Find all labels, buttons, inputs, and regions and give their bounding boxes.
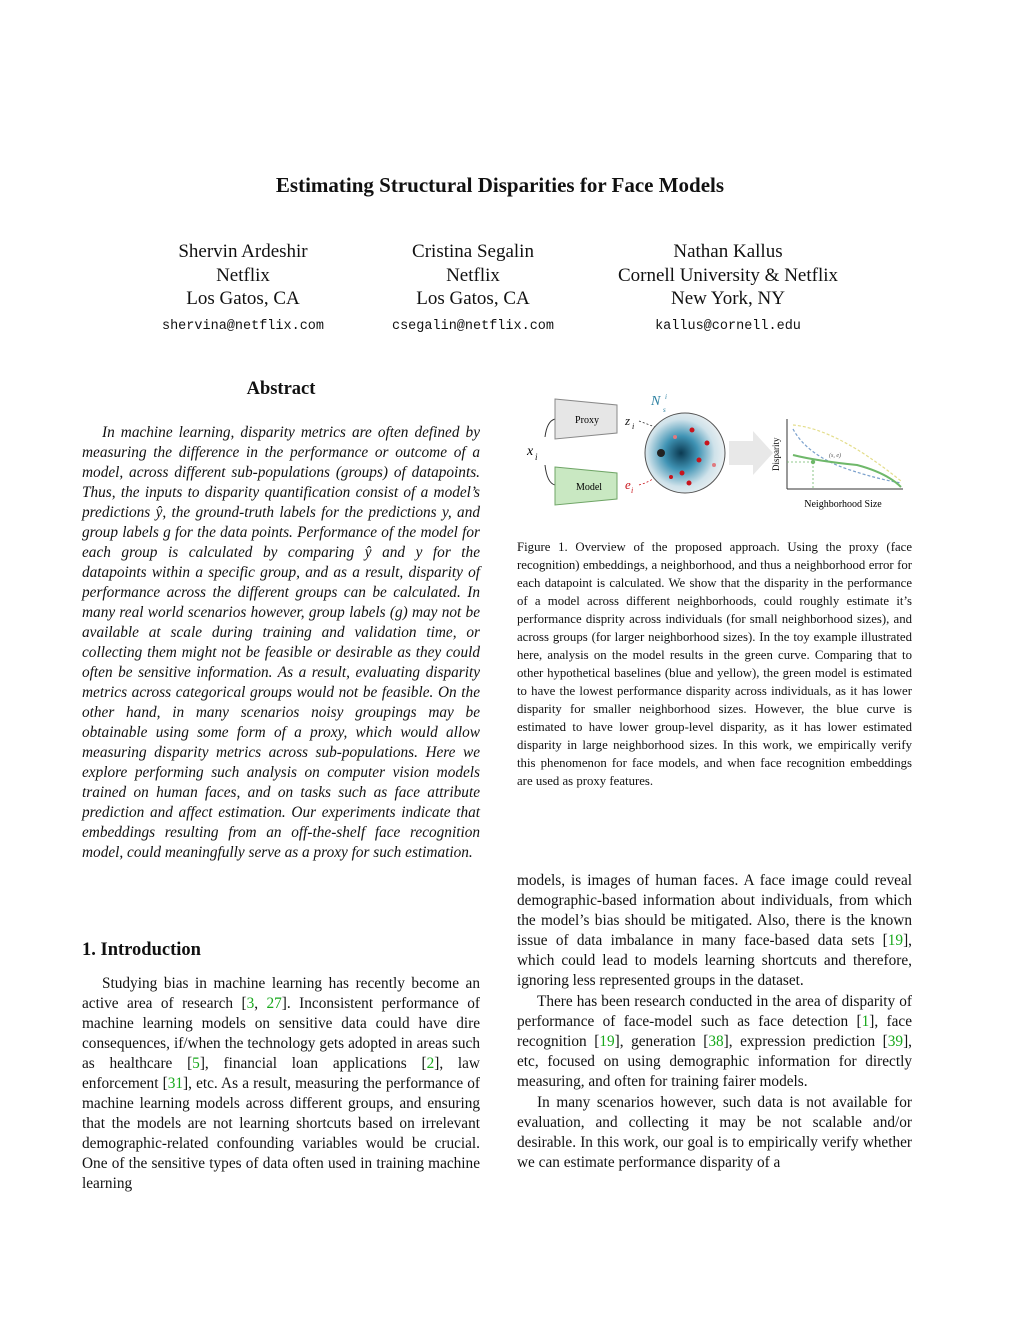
x-axis-label: Neighborhood Size [804,499,882,510]
data-point [687,481,692,486]
embed-link [639,421,655,427]
neighborhood-sup: i [665,393,667,401]
citation-link[interactable]: 3 [246,995,255,1012]
citation-link[interactable]: 27 [266,995,282,1012]
citation-link[interactable]: 38 [708,1033,724,1050]
data-point [669,475,673,479]
citation-link[interactable]: 19 [887,932,904,949]
embedding-sub: i [632,422,635,431]
green-curve [793,455,901,487]
paper-title: Estimating Structural Disparities for Face Models [275,173,725,197]
author-location: New York, NY [670,288,785,309]
citation-link[interactable]: 1 [861,1013,870,1030]
text-run: ], which could lead to models learning shortcuts and therefore, ignoring less represented groups in the dataset. [517,932,912,989]
data-point [673,435,677,439]
data-point [680,471,685,476]
error-sub: i [631,486,634,495]
highlight-point [811,460,815,464]
abstract-body [82,423,480,863]
figure-caption: Figure 1. Overview of the proposed approach. Using the proxy (face recognition) embeddings, a neighborhood, and thus a neighborhood error for each datapoint is calculated. We show that the disparity in the performance of a model across different neighborhoods, could roughly estimate it’s performance disprity across individuals (for small neighborhood sizes), and across groups (for larger neighborhood sizes). In the toy example illustrated here, analysis on the model results in the green curve. Comparing that to other hypothetical baselines (blue and yellow), the green model is estimated to have the lowest performance disparity across individuals, as it has lower disparity for smaller neighborhood sizes. However, the blue curve is estimated to have lower group-level disparity, as it has lower estimated disparity in large neighborhood sizes. In this work, we empirically verify this phenomenon for face models, and when face recognition embeddings are used as proxy features. [517,540,912,788]
citation-link[interactable]: 19 [599,1033,615,1050]
text-run: Studying bias in machine learning has recently become an active area of research [ [82,975,480,1012]
author-email[interactable]: shervina@netflix.com [161,318,325,334]
abstract-text: In machine learning, disparity metrics are often defined by measuring the difference in the performance or outcome of a model, across different sub-populations (groups) of datapoints. Thus, the inputs to disparity quantification consist of a model’s predictions ŷ, the ground-truth labels for the predictions y, and group labels g for the data points. Performance of the model for each group is calculated by comparing ŷ and y for the datapoints within a specific group, and as a result, disparity of performance across the different groups can be calculated. In many real world scenarios however, group labels (g) may not be available at scale during training and validation time, or collecting them might not be feasible or desirable as they could often be sensitive information. As a result, evaluating disparity metrics across categorical groups would not be feasible. On the other hand, in many scenarios noisy groupings may be obtainable using some form of a proxy, which would allow measuring disparity metrics across sub-populations. Here we explore performing such analysis on computer vision models trained on human faces, and on tasks such as face attribute prediction and affect estimation. Our experiments indicate that embeddings resulting from an off-the-shelf face recognition model, could meaningfully serve as a proxy for such estimation. [82,424,480,861]
text-run: ], law enforcement [ [82,1055,480,1092]
input-sub: i [535,452,538,462]
author-email[interactable]: csegalin@netflix.com [391,318,555,334]
citation-link[interactable]: 5 [192,1055,200,1072]
yellow-curve [793,425,901,481]
author-location: Los Gatos, CA [186,288,300,309]
author-name: Nathan Kallus [673,241,783,262]
model-label: Model [575,482,603,493]
y-axis-label: Disparity [771,437,781,471]
author-affiliation: Netflix [446,264,500,286]
author-affiliation: Netflix [216,264,270,286]
text-run: ]. Inconsistent performance of machine learning models on sensitive data could have dire consequences, if/when the technology gets adopted in areas such as healthcare [ [82,995,481,1072]
intro-paragraph: Studying bias in machine learning has recently become an active area of research [3, 27]. Inconsistent performance of machine learning models on sensitive data could have dire consequences, if/when the technology gets adopted in areas such as healthcare [5], financial loan applications [2], law enforcement [31], etc. As a result, measuring the performance of machine learning models across different groups, and ensuring that the models are not learning shortcuts based on irrelevant demographic-related confounding variables would be crucial. One of the sensitive types of data often used in training machine learning [82,975,481,1192]
author-name: Cristina Segalin [412,241,534,262]
citation-link[interactable]: 31 [167,1075,183,1092]
figure-1 [517,385,912,520]
intro-body [82,974,480,1194]
author-name: Shervin Ardeshir [178,241,308,262]
embedding-label: z [625,413,631,428]
data-point [697,458,702,463]
text-run: ], etc, focused on using demographic information for directly measuring, and often for training fairer models. [517,1033,912,1090]
arrow-to-proxy [545,419,555,437]
author-location: Los Gatos, CA [416,288,530,309]
paragraph [517,992,912,1092]
text-run: ], face recognition [ [517,1013,912,1050]
point-label: (s, e) [829,453,841,459]
intro-heading: 1. Introduction [82,940,201,960]
author-3 [578,240,878,338]
center-point [657,449,665,457]
overview-diagram [517,385,912,520]
paragraph [517,871,912,991]
citation-link[interactable]: 39 [887,1033,904,1050]
transition-arrow [729,431,773,475]
text-run: There has been research conducted in the area of disparity of performance of face-model such as face detection [ [517,993,912,1030]
text-run: ], expression prediction [ [723,1033,888,1050]
paragraph: In many scenarios however, such data is not available for evaluation, and collecting it may be not scalable and/or desirable. In this work, our goal is to empirically verify whether we can estimate performance disparity of a [517,1094,912,1171]
text-run: ], financial loan applications [ [199,1055,427,1072]
data-point [690,428,695,433]
citation-link[interactable]: 2 [426,1055,435,1072]
right-column-body [517,871,912,1174]
text-run: models, is images of human faces. A face image could reveal demographic-based information about individuals, from which the model’s bias should be mitigated. Also, there is the known issue of data imbalance in many face-based data sets [ [517,872,912,949]
error-label: e [625,477,631,492]
data-point [705,441,710,446]
text-run: ], generation [ [614,1033,709,1050]
author-affiliation: Cornell University & Netflix [617,264,839,286]
arrow-to-model [545,465,555,485]
neighborhood-sub: s [663,406,666,414]
author-email[interactable]: kallus@cornell.edu [655,318,801,334]
input-label: x [527,444,534,459]
proxy-label: Proxy [575,415,599,426]
abstract-heading: Abstract [246,379,316,399]
data-point [712,463,716,467]
neighborhood-label: N [651,394,661,409]
text-run: ], etc. As a result, measuring the performance of machine learning models across different groups, and ensuring that the models are not learning shortcuts based on irrelevant demographic-related confounding variables would be crucial. One of the sensitive types of data often used in training machine learning [82,1075,481,1192]
